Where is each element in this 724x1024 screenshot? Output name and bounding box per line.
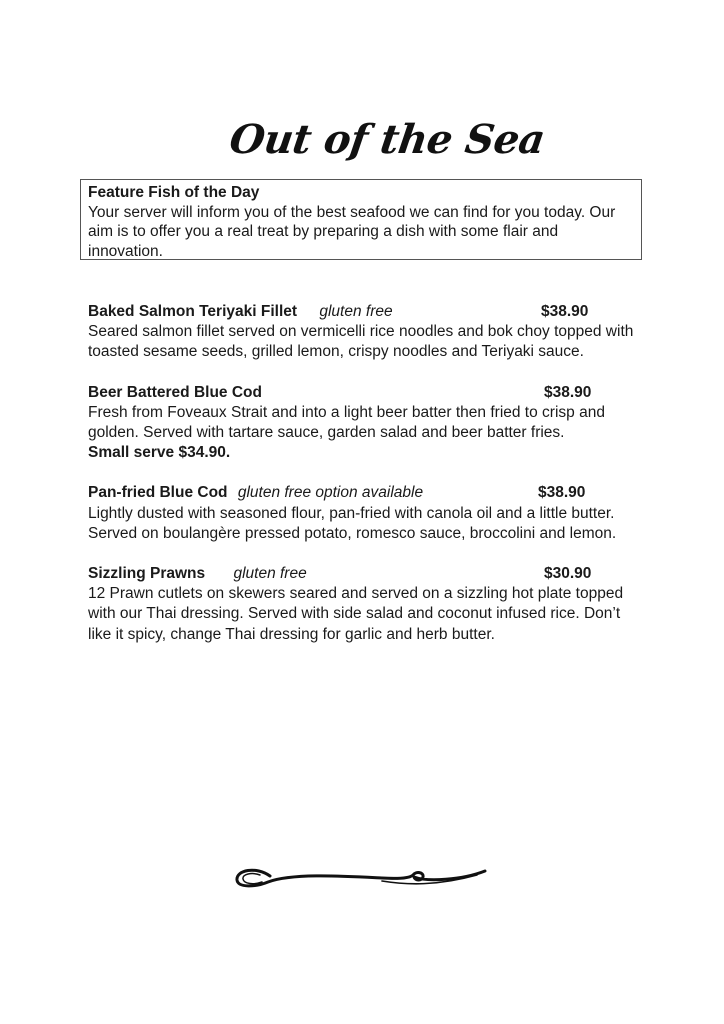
- item-header: [88, 302, 644, 322]
- menu-item-beer-battered-cod: [88, 383, 644, 464]
- item-description: Lightly dusted with seasoned flour, pan-fried with canola oil and a little butter. Served on boulangère pressed potato, romesco sauce, broccolini and lemon.: [88, 504, 617, 542]
- menu-item-sizzling-prawns: [88, 564, 644, 645]
- item-price: $30.90: [544, 564, 592, 582]
- item-price: $38.90: [541, 303, 589, 320]
- item-description: Seared salmon fillet served on vermicelli rice noodles and bok choy topped with toasted sesame seeds, grilled lemon, crispy noodles and Teriyaki sauce.: [88, 323, 634, 361]
- item-name: Beer Battered Blue Cod: [88, 383, 262, 401]
- page-title: Out of the Sea: [226, 116, 548, 163]
- menu-item-pan-fried-cod: [88, 483, 644, 544]
- item-name: Pan-fried Blue Cod: [88, 484, 228, 502]
- item-dietary-note: gluten free: [319, 303, 393, 320]
- item-header: [88, 564, 644, 584]
- item-header: [88, 383, 644, 403]
- item-name: Baked Salmon Teriyaki Fillet: [88, 303, 298, 320]
- item-price: $38.90: [538, 484, 586, 502]
- item-price: $38.90: [544, 383, 592, 401]
- feature-heading: Feature Fish of the Day: [88, 184, 260, 201]
- item-dietary-note: gluten free option available: [237, 484, 424, 502]
- item-name: Sizzling Prawns: [88, 564, 206, 582]
- menu-item-baked-salmon: [88, 302, 644, 363]
- feature-description: Your server will inform you of the best seafood we can find for you today. Our aim is to offer you a real treat by preparing a dish with some flair and innovation.: [88, 203, 616, 260]
- item-small-serve: Small serve $34.90.: [88, 444, 231, 462]
- item-header: [88, 483, 644, 503]
- feature-fish-box: [80, 179, 642, 260]
- item-dietary-note: gluten free: [233, 564, 307, 582]
- decorative-flourish: [232, 860, 490, 900]
- item-description: Fresh from Foveaux Strait and into a light beer batter then fried to crisp and golden. Served with tartare sauce, garden salad and beer batter fries.: [88, 403, 605, 441]
- item-description: 12 Prawn cutlets on skewers seared and served on a sizzling hot plate topped with our Thai dressing. Served with side salad and coconut infused rice. Don’t like it spicy, change Thai dressing for garlic and herb butter.: [88, 585, 624, 643]
- menu-items: [88, 302, 644, 665]
